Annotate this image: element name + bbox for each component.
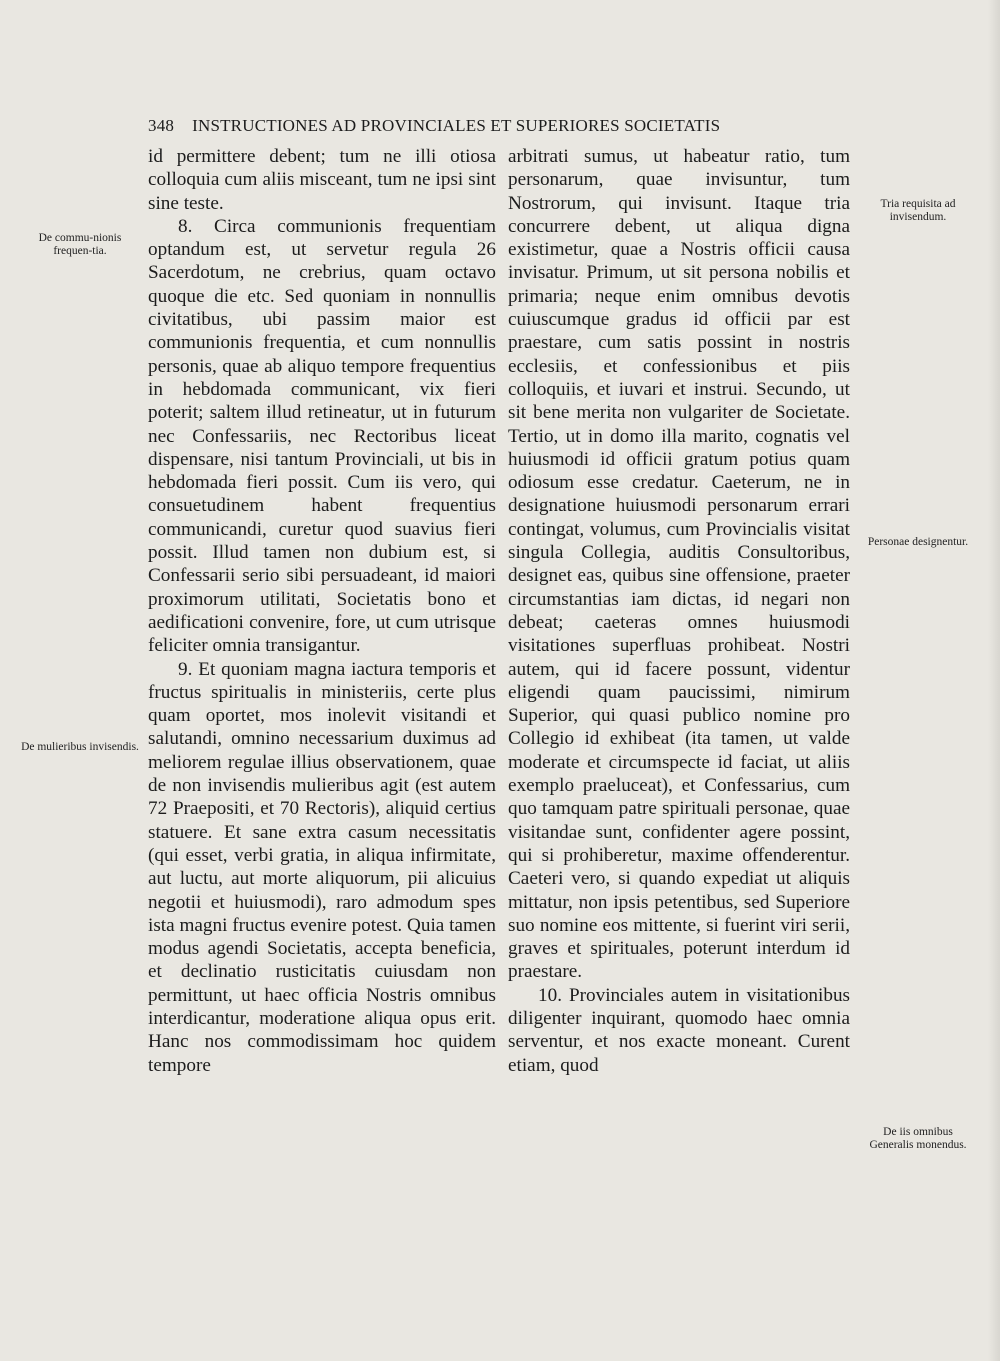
right-column — [508, 145, 850, 1077]
page-number: 348 — [148, 116, 175, 135]
paragraph-10: 10. Provinciales autem in visitationibus diligenter inquirant, quomodo haec omnia serventur, et nos exacte moneant. Curent etiam, quod — [508, 984, 850, 1076]
margin-note-three-requisites: Tria requisita ad invisendum. — [880, 198, 956, 223]
paragraph-8: 8. Circa communionis frequentiam optandum est, ut servetur regula 26 Sacerdotum, ne crebrius, quam octavo quoque die etc. Sed quoniam in nonnullis civitatibus, ubi passim maior est communionis frequentia, et cum nonnullis personis, quae ab aliquo tempore frequentius in hebdomada communicant, vix fieri poterit; saltem illud retineatur, ut in futurum nec Confessariis, nec Rectoribus liceat dispensare, nisi tantum Provinciali, ut bis in hebdomada fieri possit. Cum iis vero, qui consuetudinem habent frequentius communicandi, curetur quod suavius fieri possit. Illud tamen non dubium est, si Confessarii serio sibi persuadeant, id maiori proximorum utilitati, Societatis bono et aedificationi convenire, fore, ut cum utrisque feliciter omnia transigantur. — [148, 215, 496, 657]
running-title: INSTRUCTIONES AD PROVINCIALES ET SUPERIORES SOCIETATIS — [192, 116, 721, 135]
margin-note-women: De mulieribus invisendis. — [21, 741, 139, 753]
paragraph-9-continued: arbitrati sumus, ut habeatur ratio, tum personarum, quae invisuntur, tum Nostrorum, qui invisunt. Itaque tria concurrere debent, ut aliqua digna existimetur, quae a Nostris officii causa invisatur. Primum, ut sit persona nobilis et primaria; neque enim omnibus devotis cuiuscumque gradus id officii par est praestare, cum satis possint in nostris ecclesiis, et confessionibus et piis colloquiis, et iuvari et instrui. Secundo, ut sit bene merita non vulgariter de Societate. Tertio, ut in domo illa marito, cognatis vel huiusmodi id officii gratum potius quam odiosum esse credatur. Caeterum, ne in designatione huiusmodi personarum errari contingat, volumus, cum Provincialis visitat singula Collegia, auditis Consultoribus, designet eas, quibus sine offensione, praeter circumstantias iam dictas, id negari non debeat; caeteras omnes huiusmodi visitationes superfluas prohibeat. Nostri autem, qui id facere possunt, videntur eligendi quam paucissimi, nimirum Superior, qui quasi publico nomine pro Collegio id exhibeat (ita tamen, ut valde moderate et circumspecte id faciat, ut aliis exemplo praeluceat), et Confessarius, cum quo tamquam patre spirituali personae, quae visitandae sunt, confidenter agere possint, qui si prohiberetur, maxime offenderentur. Caeteri vero, si quando expediat ut aliquis mittatur, non ipsis petentibus, sed Superiore suo nomine eos mittente, si fuerint viri serii, graves et spirituales, poterunt interdum id praestare. — [508, 146, 850, 983]
margin-note-persons: Personae designentur. — [867, 536, 969, 548]
running-header — [148, 116, 848, 136]
margin-note-communion: De commu-nionis frequen-tia. — [38, 232, 122, 257]
paragraph-9: 9. Et quoniam magna iactura temporis et fructus spiritualis in ministeriis, certe plus quam oportet, mos inolevit visitandi et salutandi, omnino necessarium duximus ad meliorem regulae illius observationem, quae de non invisendis mulieribus agit (est autem 72 Praepositi, et 70 Rectoris), aliquid certius statuere. Et sane extra casum necessitatis (qui esset, verbi gratia, in aliqua infirmitate, aut luctu, aut morte aliquorum, pii alicuius negotii et huiusmodi), raro admodum spes ista magni fructus evenire potest. Quia tamen modus agendi Societatis, accepta beneficia, et declinatio rusticitatis cuiusdam non permittunt, ut haec officia Nostris omnibus interdicantur, moderatione aliqua opus erit. Hanc nos commodissimam hoc quidem tempore — [148, 658, 496, 1076]
paragraph-continuation: id permittere debent; tum ne illi otiosa colloquia cum aliis misceant, tum ne ipsi sint sine teste. — [148, 146, 496, 214]
left-column — [148, 145, 496, 1077]
page-edge — [988, 0, 1000, 1361]
margin-note-all-general: De iis omnibus Generalis monendus. — [869, 1126, 967, 1151]
